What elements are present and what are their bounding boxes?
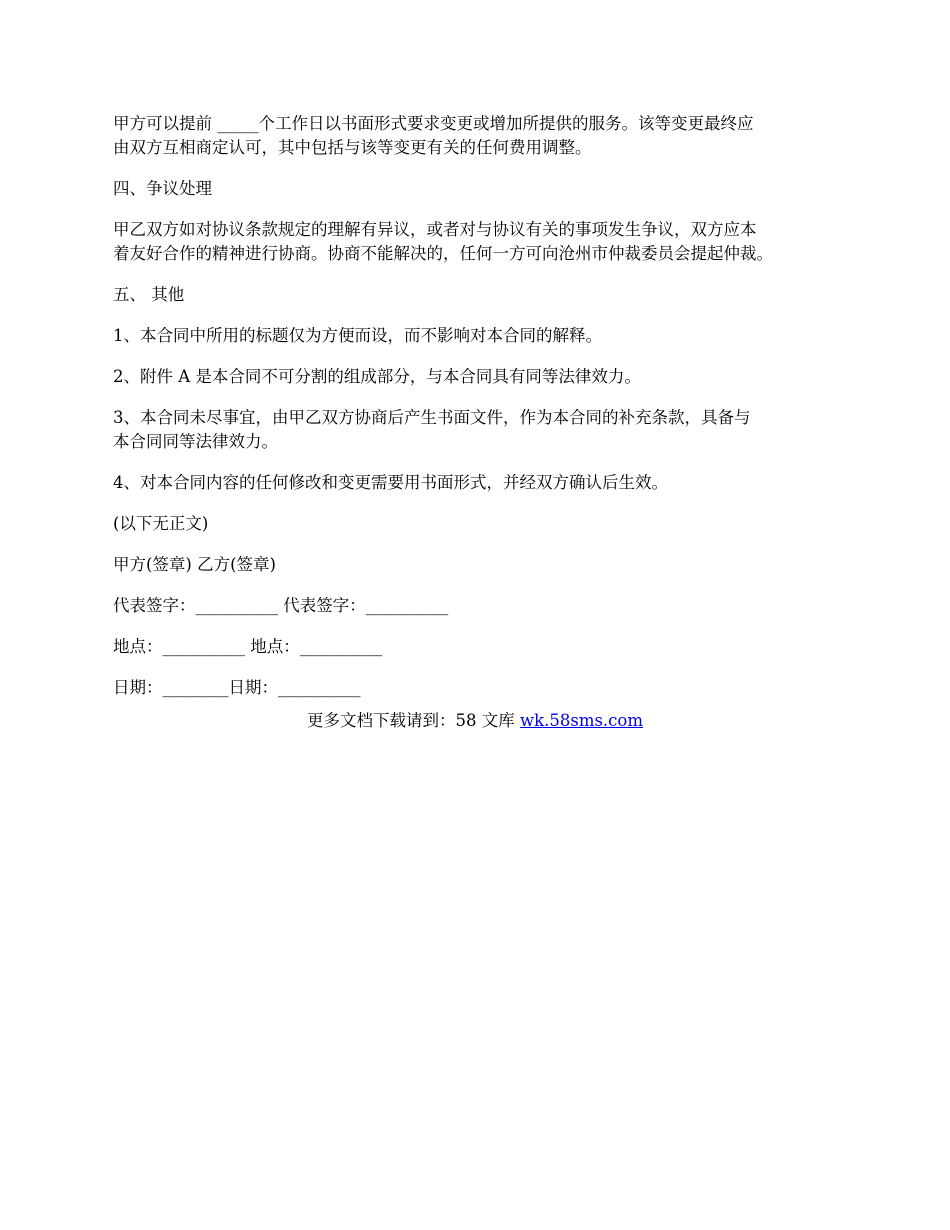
clause-item-1: 1、本合同中所用的标题仅为方便而设，而不影响对本合同的解释。	[113, 326, 602, 345]
paragraph-line: 由双方互相商定认可，其中包括与该等变更有关的任何费用调整。	[113, 138, 592, 157]
date-line: 日期：________日期：__________	[113, 678, 361, 697]
paragraph-line: 3、本合同未尽事宜，由甲乙双方协商后产生书面文件，作为本合同的补充条款，具备与	[113, 408, 751, 427]
dispute-paragraph	[113, 218, 853, 266]
location-line: 地点：__________ 地点：__________	[113, 637, 383, 656]
clause-item-3	[113, 406, 853, 454]
footer-website-link[interactable]: wk.58sms.com	[519, 711, 643, 730]
paragraph-line: 本合同同等法律效力。	[113, 432, 278, 451]
footer-prefix-text: 更多文档下载请到：58 文库	[306, 711, 520, 730]
clause-item-2: 2、附件 A 是本合同不可分割的组成部分，与本合同具有同等法律效力。	[113, 367, 641, 386]
document-body	[113, 112, 853, 717]
download-footer	[0, 709, 950, 733]
representative-signature-line: 代表签字：__________ 代表签字：__________	[113, 596, 449, 615]
paragraph-line: 甲方可以提前 _____个工作日以书面形式要求变更或增加所提供的服务。该等变更最终应	[113, 114, 754, 133]
paragraph-line: 着友好合作的精神进行协商。协商不能解决的，任何一方可向沧州市仲裁委员会提起仲裁。	[113, 244, 773, 263]
section-heading-dispute: 四、争议处理	[113, 179, 212, 198]
party-signature-labels: 甲方(签章) 乙方(签章)	[113, 555, 276, 574]
clause-item-4: 4、对本合同内容的任何修改和变更需要用书面形式，并经双方确认后生效。	[113, 473, 668, 492]
service-change-paragraph	[113, 112, 853, 160]
no-text-below-note: (以下无正文)	[113, 514, 209, 533]
section-heading-other: 五、 其他	[113, 285, 185, 304]
paragraph-line: 甲乙双方如对协议条款规定的理解有异议，或者对与协议有关的事项发生争议，双方应本	[113, 220, 757, 239]
